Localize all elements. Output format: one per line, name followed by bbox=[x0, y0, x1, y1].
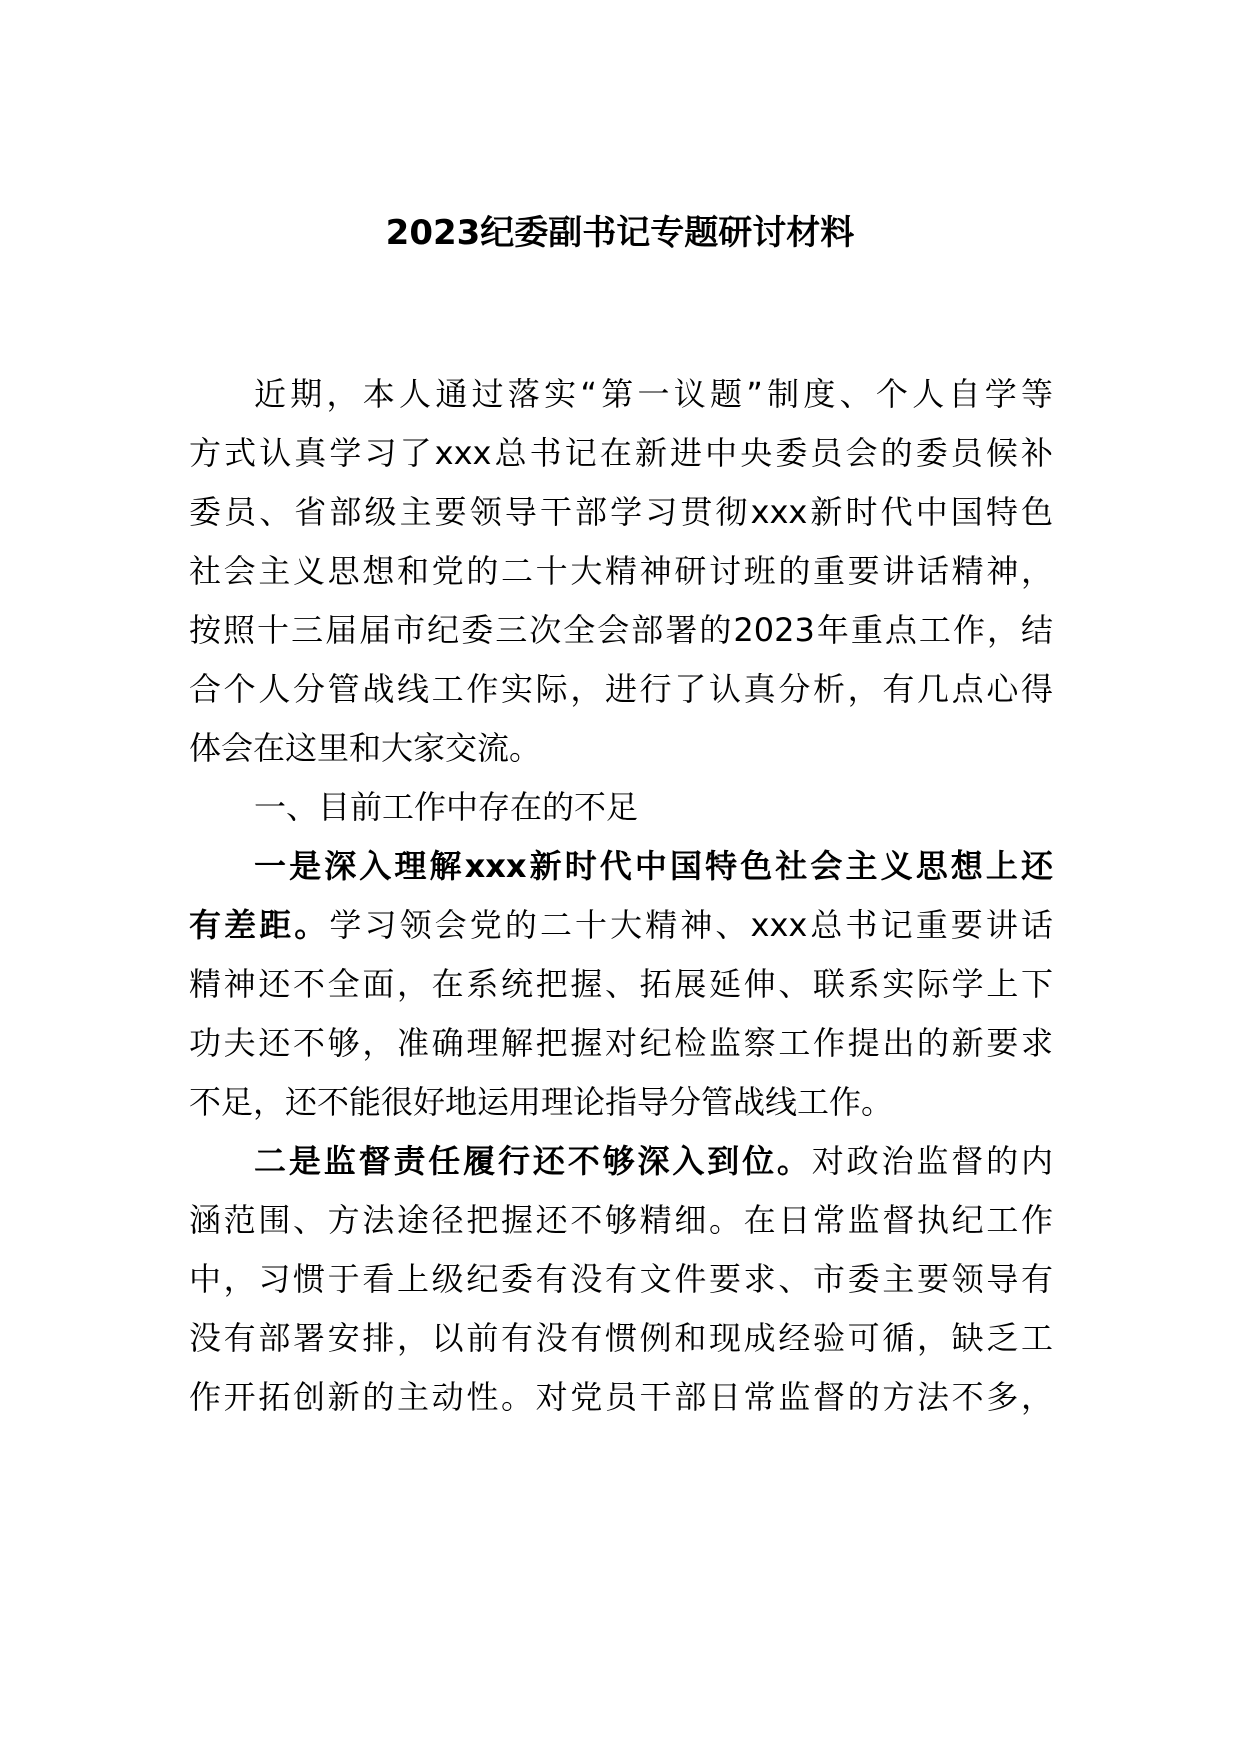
paragraph-line: 合个人分管战线工作实际，进行了认真分析，有几点心得 bbox=[189, 670, 1053, 708]
paragraph-line: 作开拓创新的主动性。对党员干部日常监督的方法不多， bbox=[189, 1378, 1053, 1416]
paragraph-line: 体会在这里和大家交流。 bbox=[189, 729, 542, 767]
paragraph-line: 近期，本人通过落实“第一议题”制度、个人自学等 bbox=[254, 375, 1053, 413]
paragraph-line: 中，习惯于看上级纪委有没有文件要求、市委主要领导有 bbox=[189, 1260, 1053, 1298]
document-title: 2023纪委副书记专题研讨材料 bbox=[385, 213, 855, 253]
paragraph-line: 涵范围、方法途径把握还不够精细。在日常监督执纪工作 bbox=[189, 1201, 1053, 1239]
paragraph-line: 委员、省部级主要领导干部学习贯彻xxx新时代中国特色 bbox=[189, 493, 1053, 531]
paragraph-line: 功夫还不够，准确理解把握对纪检监察工作提出的新要求 bbox=[189, 1024, 1053, 1062]
paragraph-line: 精神还不全面，在系统把握、拓展延伸、联系实际学上下 bbox=[189, 965, 1053, 1003]
point-two-heading: 二是监督责任履行还不够深入到位。 bbox=[254, 1142, 812, 1180]
paragraph-line: 方式认真学习了xxx总书记在新进中央委员会的委员候补 bbox=[189, 434, 1053, 472]
paragraph-line: 按照十三届届市纪委三次全会部署的2023年重点工作，结 bbox=[189, 611, 1053, 649]
paragraph-line: 不足，还不能很好地运用理论指导分管战线工作。 bbox=[189, 1083, 894, 1121]
point-one-heading-end: 有差距。 bbox=[189, 906, 330, 944]
point-one-text: 学习领会党的二十大精神、xxx总书记重要讲话 bbox=[329, 906, 1053, 944]
point-one-heading: 一是深入理解xxx新时代中国特色社会主义思想上还 bbox=[254, 847, 1053, 885]
point-two-text: 对政治监督的内 bbox=[811, 1142, 1053, 1180]
paragraph-line: 社会主义思想和党的二十大精神研讨班的重要讲话精神， bbox=[189, 552, 1053, 590]
paragraph-line bbox=[189, 896, 1053, 954]
paragraph-line bbox=[254, 1132, 1053, 1190]
section-heading: 一、目前工作中存在的不足 bbox=[254, 788, 639, 826]
paragraph-line: 没有部署安排，以前有没有惯例和现成经验可循，缺乏工 bbox=[189, 1319, 1053, 1357]
